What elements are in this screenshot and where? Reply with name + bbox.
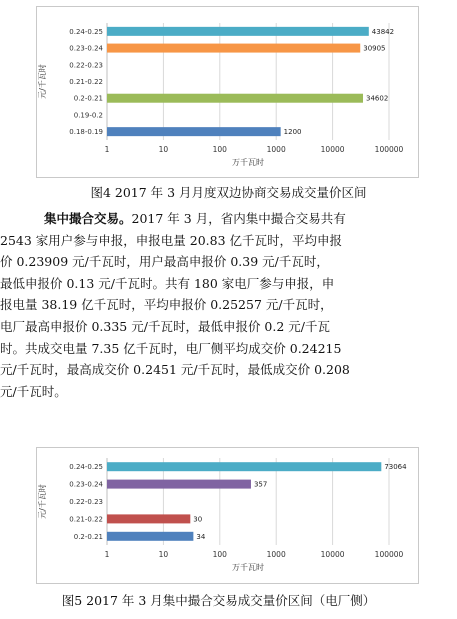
paragraph-line-5: 报电量 38.19 亿千瓦时，平均申报价 0.25257 元/千瓦时， [0, 297, 333, 313]
y-axis-title: 元/千瓦时 [38, 484, 47, 519]
data-label: 34 [196, 532, 206, 541]
x-tick-label: 100000 [374, 145, 404, 154]
bar [107, 44, 360, 53]
x-tick-label: 10 [158, 145, 169, 154]
y-tick-label: 0.24-0.25 [69, 463, 103, 472]
paragraph-bold-lead: 集中撮合交易。 [44, 211, 132, 226]
data-label: 34602 [366, 94, 389, 103]
x-tick-label: 10000 [320, 145, 345, 154]
paragraph-line-3: 价 0.23909 元/千瓦时，用户最高申报价 0.39 元/千瓦时， [0, 254, 329, 270]
x-axis-title: 万千瓦时 [232, 158, 264, 167]
paragraph-line-1 [44, 208, 416, 230]
x-tick-label: 100000 [374, 550, 404, 559]
paragraph-line-9: 元/千瓦时。 [0, 383, 67, 399]
paragraph-line-6: 电厂最高申报价 0.335 元/千瓦时，最低申报价 0.2 元/千瓦 [0, 318, 330, 334]
data-label: 30905 [363, 44, 386, 53]
y-tick-label: 0.18-0.19 [69, 128, 103, 137]
y-tick-label: 0.2-0.21 [73, 532, 103, 541]
data-label: 43842 [371, 27, 395, 36]
y-tick-label: 0.24-0.25 [69, 27, 103, 36]
bar [107, 27, 369, 36]
bar [107, 532, 193, 541]
y-tick-label: 0.19-0.2 [73, 111, 103, 120]
x-tick-label: 1000 [266, 550, 286, 559]
x-tick-label: 10000 [320, 550, 345, 559]
x-tick-label: 1000 [266, 145, 286, 154]
y-tick-label: 0.21-0.22 [69, 515, 103, 524]
paragraph-line-2: 2543 家用户参与申报，申报电量 20.83 亿千瓦时，平均申报 [0, 232, 343, 248]
bar [107, 480, 251, 489]
paragraph-line-8: 元/千瓦时，最高成交价 0.2451 元/千瓦时，最低成交价 0.208 [0, 362, 350, 378]
y-tick-label: 0.23-0.24 [69, 480, 103, 489]
x-axis-title: 万千瓦时 [232, 563, 264, 572]
figure-4-caption: 图4 2017 年 3 月月度双边协商交易成交量价区间 [90, 185, 367, 200]
y-tick-label: 0.2-0.21 [73, 94, 103, 103]
figure-4-chart [36, 6, 419, 178]
y-tick-label: 0.22-0.23 [69, 498, 103, 506]
data-label: 30 [193, 515, 203, 524]
x-tick-label: 100 [212, 145, 227, 154]
paragraph-line-7: 时。共成交电量 7.35 亿千瓦时，电厂侧平均成交价 0.24215 [0, 340, 342, 356]
y-tick-label: 0.23-0.24 [69, 44, 103, 53]
x-tick-label: 1 [104, 145, 110, 154]
x-tick-label: 100 [212, 550, 227, 559]
bar [107, 462, 381, 471]
x-tick-label: 10 [158, 550, 169, 559]
x-tick-label: 1 [104, 550, 110, 559]
data-label: 1200 [283, 128, 302, 137]
body-paragraph [0, 208, 416, 402]
figure-5-chart [36, 447, 419, 584]
y-tick-label: 0.21-0.22 [69, 78, 103, 86]
paragraph-line-4: 最低申报价 0.13 元/千瓦时。共有 180 家电厂参与申报，申 [0, 275, 335, 291]
bar [107, 514, 190, 523]
figure-4-svg [37, 7, 418, 177]
paragraph-text: 2017 年 3 月，省内集中撮合交易共有 [131, 211, 346, 226]
data-label: 357 [253, 480, 268, 489]
bar [107, 127, 281, 136]
figure-5-svg [37, 448, 418, 583]
bar [107, 94, 363, 103]
figure-5-caption: 图5 2017 年 3 月集中撮合交易成交量价区间（电厂侧） [61, 593, 376, 608]
y-tick-label: 0.22-0.23 [69, 61, 103, 70]
y-axis-title: 元/千瓦时 [38, 64, 47, 99]
data-label: 73064 [384, 463, 407, 472]
